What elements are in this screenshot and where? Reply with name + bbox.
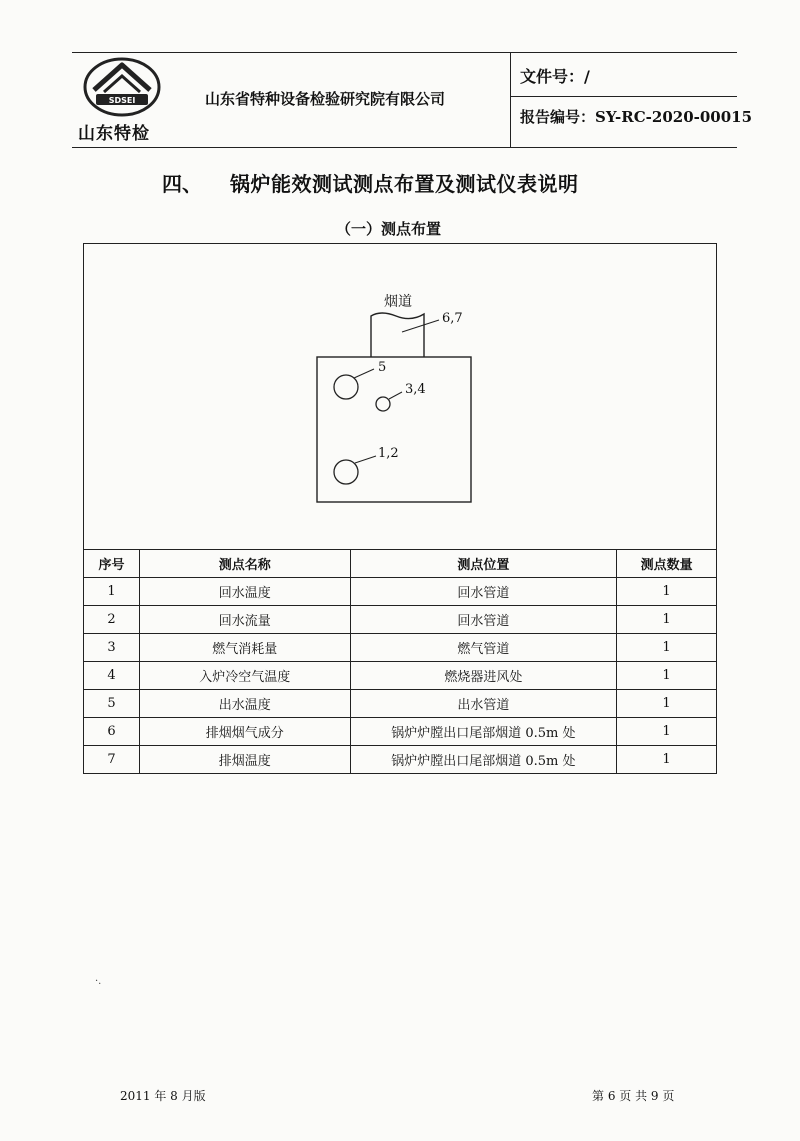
section-title: 锅炉能效测试测点布置及测试仪表说明 [230,172,579,196]
cell-point-count: 1 [617,634,717,662]
sdsei-logo-icon [82,56,162,118]
header-bottom-rule [72,147,737,148]
logo-text: 山东特检 [78,124,150,144]
header-horizontal-divider [510,96,737,97]
cell-point-count: 1 [617,606,717,634]
cell-point-location: 燃烧器进风处 [350,662,617,690]
cell-point-count: 1 [617,690,717,718]
table-header-row [84,550,717,578]
table-row [84,634,717,662]
boiler-body [317,357,471,502]
company-name: 山东省特种设备检验研究院有限公司 [205,90,446,108]
logo-mark: SDSEI [108,96,136,105]
scan-speck: ·. [95,976,102,987]
leader-line-3-4 [389,392,402,399]
leader-line-1-2 [355,456,376,463]
cell-point-count: 1 [617,578,717,606]
point-circle-1-2 [334,460,358,484]
table-row [84,662,717,690]
cell-index: 6 [84,718,140,746]
point-circle-3-4 [376,397,390,411]
cell-point-name: 回水温度 [139,578,350,606]
cell-point-name: 回水流量 [139,606,350,634]
table-row [84,690,717,718]
cell-index: 4 [84,662,140,690]
cell-point-name: 排烟烟气成分 [139,718,350,746]
point-label-3-4: 3,4 [405,382,426,397]
cell-point-name: 出水温度 [139,690,350,718]
subsection-title: （一）测点布置 [336,220,442,238]
table-row [84,578,717,606]
header-point-location: 测点位置 [350,550,617,578]
cell-point-location: 燃气管道 [350,634,617,662]
cell-index: 2 [84,606,140,634]
table-row [84,746,717,774]
header-point-name: 测点名称 [139,550,350,578]
flue-label: 烟道 [384,294,412,310]
flue-duct [371,313,424,357]
report-number: 报告编号：SY-RC-2020-00015 [520,108,753,126]
cell-index: 5 [84,690,140,718]
point-label-5: 5 [378,360,387,375]
header-point-count: 测点数量 [617,550,717,578]
table-row [84,606,717,634]
cell-point-location: 出水管道 [350,690,617,718]
cell-point-location: 锅炉炉膛出口尾部烟道 0.5m 处 [350,718,617,746]
cell-point-location: 回水管道 [350,606,617,634]
cell-index: 1 [84,578,140,606]
table-row [84,718,717,746]
cell-point-name: 入炉冷空气温度 [139,662,350,690]
leader-line-6-7 [402,320,439,332]
cell-point-name: 排烟温度 [139,746,350,774]
header-vertical-divider [510,52,511,147]
measurement-points-table [83,549,717,774]
cell-point-location: 锅炉炉膛出口尾部烟道 0.5m 处 [350,746,617,774]
cell-point-count: 1 [617,662,717,690]
leader-line-5 [354,369,374,378]
point-label-6-7: 6,7 [442,311,463,326]
cell-point-count: 1 [617,746,717,774]
cell-point-name: 燃气消耗量 [139,634,350,662]
cell-index: 7 [84,746,140,774]
header-top-rule [72,52,737,53]
document-number: 文件号：/ [520,67,590,86]
point-label-1-2: 1,2 [378,446,399,461]
measurement-point-diagram [83,243,717,550]
cell-index: 3 [84,634,140,662]
cell-point-location: 回水管道 [350,578,617,606]
header-index: 序号 [84,550,140,578]
footer-page-number: 第 6 页 共 9 页 [592,1089,675,1103]
cell-point-count: 1 [617,718,717,746]
section-number: 四、 [162,172,202,196]
footer-edition: 2011 年 8 月版 [120,1089,206,1103]
point-circle-5 [334,375,358,399]
